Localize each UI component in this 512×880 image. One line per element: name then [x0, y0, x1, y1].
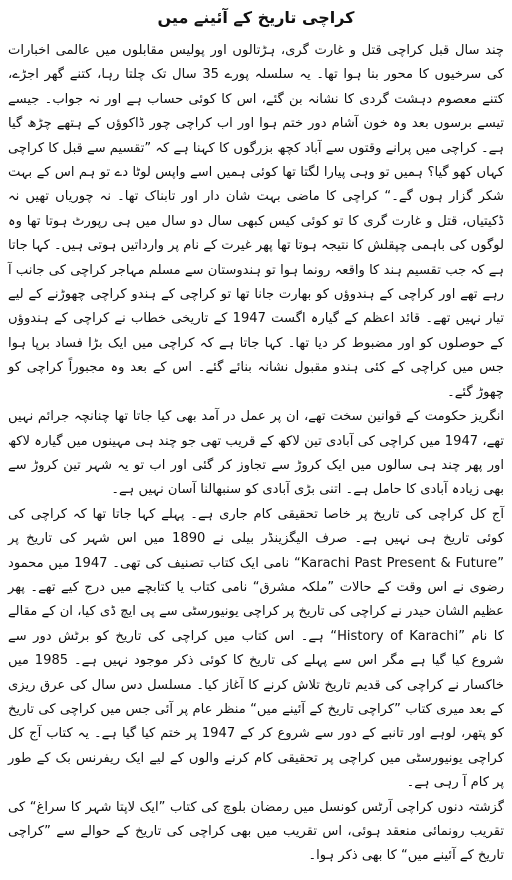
paragraph-4: گزشتہ دنوں کراچی آرٹس کونسل میں رمضان بلوچ کی کتاب ”ایک لاپتا شہر کا سراغ“ کی تقریب رونمائی منعقد ہوئی، اس تقریب میں بھی کراچی کی تاریخ کے حوالے سے ”کراچی تاریخ کے آئینے میں“ کا بھی ذکر ہوا۔ [8, 799, 504, 864]
paragraph-1: چند سال قبل کراچی قتل و غارت گری، ہڑتالوں اور پولیس مقابلوں میں عالمی اخبارات کی سرخیوں کا محور بنا ہوا تھا۔ یہ سلسلہ پورے 35 سال تک چلتا رہا، کتنے گھر اجڑے، کتنے معصوم دہشت گردی کا نشانہ بن گئے، اس کا کوئی حساب ہے اور نہ جواب۔ جیسے تیسے برسوں بعد وہ خون آشام دور ختم ہوا اور اب کراچی چور ڈاکوؤں کے ہتھے چڑھ گیا ہے۔ کراچی میں پرانے وقتوں سے آباد کچھ بزرگوں کا کہنا ہے کہ ”تقسیم سے قبل کا کراچی کہاں کھو گیا؟ ہمیں تو وہی پیارا لگتا تھا کوئی ہمیں اسے واپس لوٹا دے تو ہم اس کے بہت شکر گزار ہوں گے۔“ کراچی کا ماضی بہت شان دار اور تابناک تھا۔ نہ چوریاں تھیں نہ ڈکیتیاں، قتل و غارت گری کا تو کوئی کیس کبھی سال دو سال میں ہی رپورٹ ہوتا تھا وہ لوگوں کی باہمی چپقلش کا نتیجہ ہوتا تھا پھر غیرت کے نام پر وارداتیں ہوتی ہیں۔ کہا جاتا ہے کہ جب تقسیم ہند کا واقعہ رونما ہوا تو ہندوستان سے مسلم مہاجر کراچی کی جانب آ رہے تھے اور کراچی کے ہندوؤں کو بھارت جانا تھا تو کراچی کے ہندو کراچی چھوڑنے کے لیے تیار نہیں تھے۔ قائد اعظم کے گیارہ اگست 1947 کے تاریخی خطاب نے کراچی کے ہندوؤں کے حوصلوں کو اور مضبوط کر دیا تھا۔ کہا جاتا ہے کہ کراچی میں ایک بڑا فساد برپا ہوا جس میں کراچی کے کئی ہندو مقبول نشانہ بنائے گئے۔ اس کے بعد وہ مجبوراً کراچی کو چھوڑ گئے۔ [8, 43, 504, 400]
paragraph-3: آج کل کراچی کی تاریخ پر خاصا تحقیقی کام جاری ہے۔ پہلے کہا جاتا تھا کہ کراچی کی کوئی تاریخ ہی نہیں ہے۔ صرف الیگزینڈر بیلی نے 1890 میں اس شہر کی تاریخ پر ”Karachi Past Present & Future“ نامی ایک کتاب تصنیف کی تھی۔ 1947 میں محمود رضوی نے اس وقت کے حالات ”ملکہ مشرق“ نامی کتاب یا کتابچے میں درج کیے تھے۔ پھر عظیم الشان حیدر نے کراچی کی تاریخ پر کراچی یونیورسٹی سے پی ایچ ڈی کیا، ان کے مقالے کا نام ”History of Karachi“ ہے۔ اس کتاب میں کراچی کی تاریخ کو برٹش دور سے شروع کیا گیا ہے مگر اس سے پہلے کی تاریخ کا کوئی ذکر موجود نہیں ہے۔ 1985 میں خاکسار نے کراچی کی قدیم تاریخ تلاش کرنے کا آغاز کیا۔ مسلسل دس سال کی عرق ریزی کے بعد میری کتاب ”کراچی تاریخ کے آئینے میں“ منظر عام پر آئی جس میں کراچی کی تاریخ کو پتھر، لوہے اور تانبے کے دور سے شروع کر کے 1947 پر ختم کیا گیا ہے۔ یہ کتاب آج کل کراچی یونیورسٹی میں کراچی پر تحقیقی کام کرنے والوں کے لیے ایک ریفرنس بک کے طور پر کام آ رہی ہے۔ [8, 506, 505, 791]
article-body [8, 39, 504, 869]
paragraph-2: انگریز حکومت کے قوانین سخت تھے، ان پر عمل در آمد بھی کیا جاتا تھا چنانچہ جرائم نہیں تھے، 1947 میں کراچی کی آبادی تین لاکھ کے قریب تھی جو چند ہی مہینوں میں گیارہ لاکھ اور پھر چند ہی سالوں میں ایک کروڑ سے تجاوز کر گئی اور اب تو یہ شہر تین کروڑ سے بھی زیادہ آبادی کا حامل ہے۔ اتنی بڑی آبادی کو سنبھالنا آسان نہیں ہے۔ [8, 409, 504, 498]
article-title: کراچی تاریخ کے آئینے میں [157, 8, 355, 27]
